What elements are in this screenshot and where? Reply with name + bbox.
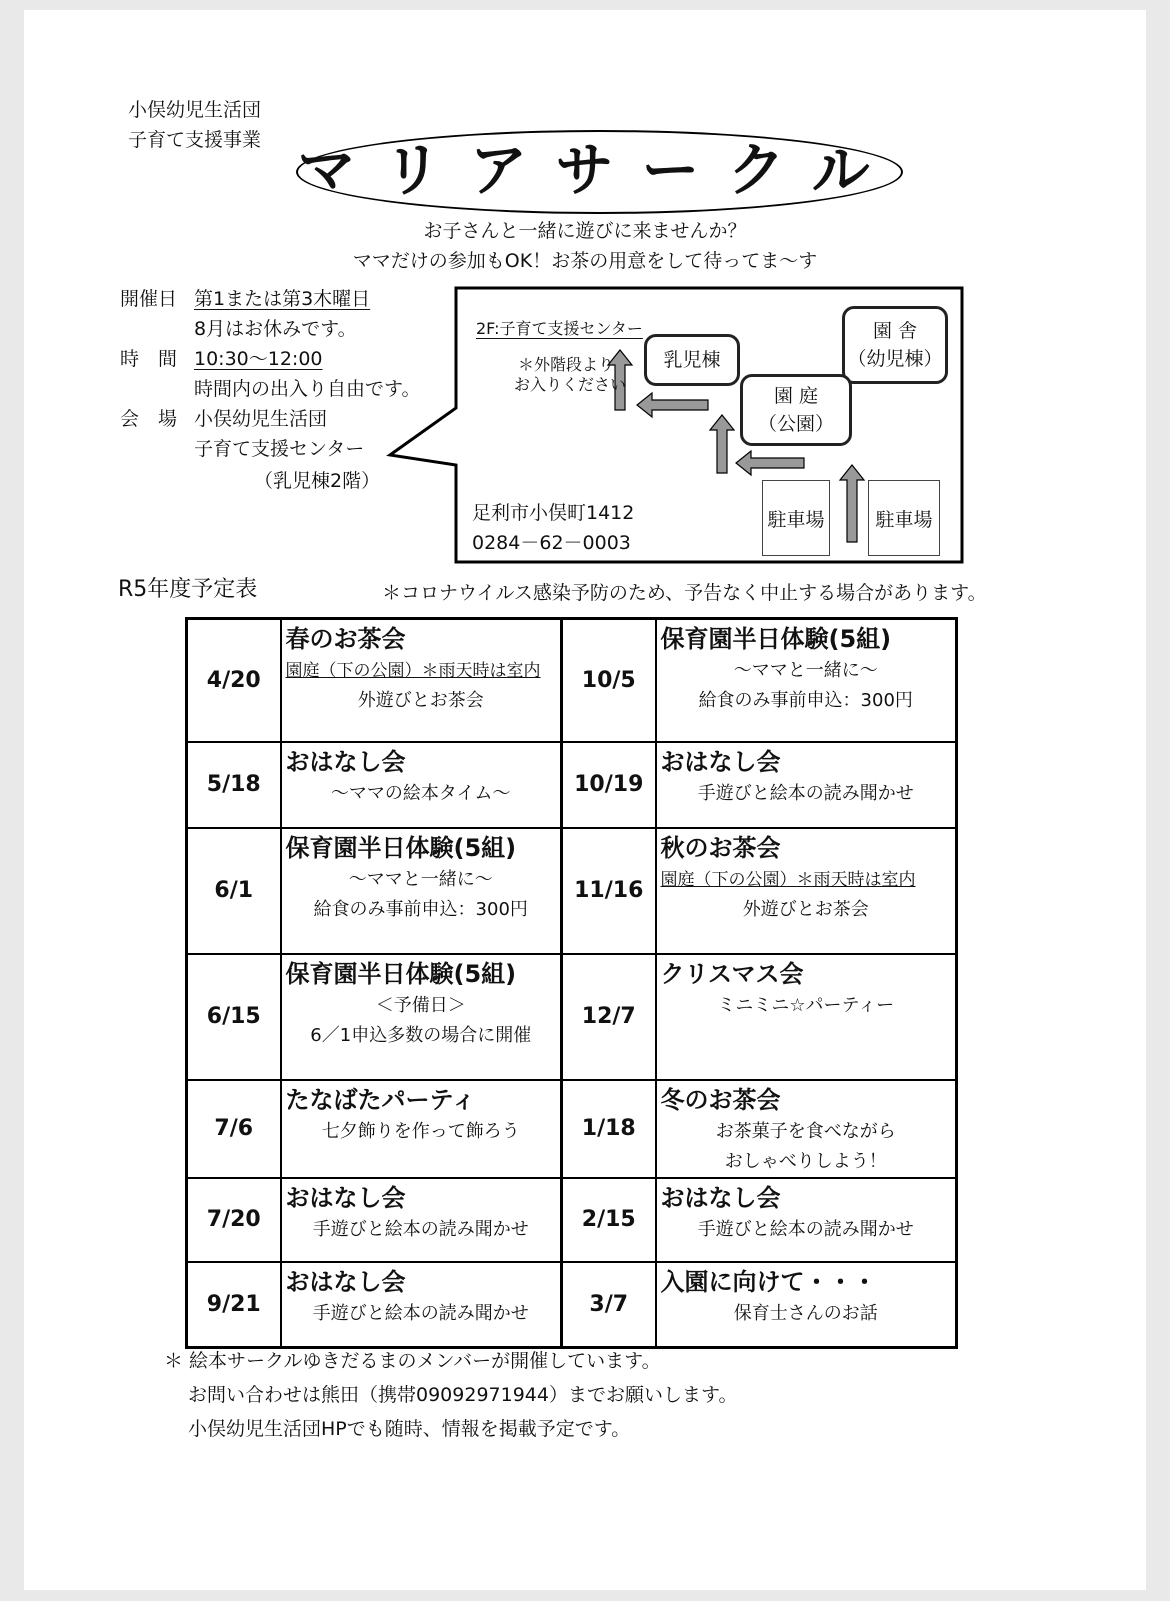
event-title: おはなし会	[660, 1183, 781, 1212]
schedule-row	[187, 1080, 957, 1178]
map-nyuji-building	[644, 334, 740, 386]
map-nyuji-label: 乳児棟	[663, 349, 721, 371]
event-title: 秋のお茶会	[660, 833, 781, 862]
event-date: 5/18	[187, 742, 281, 828]
event-detail: 手遊びと絵本の読み聞かせ	[697, 782, 914, 804]
event-cell	[281, 1080, 562, 1178]
map-floor-label: 2F:子育て支援センター	[476, 319, 643, 338]
event-title: 保育園半日体験(5組)	[285, 833, 517, 862]
time-label: 時 間	[120, 348, 178, 370]
event-cell	[281, 954, 562, 1080]
event-detail: 外遊びとお茶会	[742, 898, 869, 920]
event-detail: 手遊びと絵本の読み聞かせ	[312, 1218, 529, 1240]
venue-line-1: 小俣幼児生活団	[194, 408, 328, 430]
date-label: 開催日	[120, 288, 178, 310]
event-date: 11/16	[562, 828, 656, 954]
map-parking-1	[762, 480, 830, 556]
map-entrance-note-1: ＊外階段より	[518, 355, 615, 374]
event-detail: 手遊びと絵本の読み聞かせ	[697, 1218, 914, 1240]
event-title: クリスマス会	[660, 959, 804, 988]
event-cell	[281, 1178, 562, 1262]
event-detail: 外遊びとお茶会	[357, 690, 484, 711]
event-date: 7/6	[187, 1080, 281, 1178]
event-cell	[656, 954, 957, 1080]
schedule-row	[187, 1262, 957, 1348]
event-date: 12/7	[562, 954, 656, 1080]
event-cell	[656, 1178, 957, 1262]
event-cell	[281, 1262, 562, 1348]
event-title: 入園に向けて・・・	[660, 1267, 877, 1296]
footer-line-2: お問い合わせは熊田（携帯09092971944）までお願いします。	[188, 1384, 738, 1406]
event-detail: 手遊びと絵本の読み聞かせ	[312, 1302, 529, 1324]
schedule-notice: ＊コロナウイルス感染予防のため、予告なく中止する場合があります。	[382, 582, 987, 604]
map-entei-yard	[740, 374, 852, 446]
event-date: 2/15	[562, 1178, 656, 1262]
event-detail: 保育士さんのお話	[733, 1302, 878, 1324]
schedule-row	[187, 828, 957, 954]
time-note: 時間内の出入り自由です。	[194, 378, 421, 400]
schedule-row	[187, 619, 957, 742]
event-date: 7/20	[187, 1178, 281, 1262]
date-value: 第1または第3木曜日	[194, 288, 371, 310]
event-title: おはなし会	[285, 747, 406, 776]
event-date: 3/7	[562, 1262, 656, 1348]
map-parking-2	[868, 480, 940, 556]
event-cell	[281, 828, 562, 954]
event-title: 保育園半日体験(5組)	[285, 959, 517, 988]
map-parking-1-label: 駐車場	[767, 508, 825, 531]
event-title: おはなし会	[285, 1183, 406, 1212]
event-detail: 給食のみ事前申込：300円	[698, 690, 913, 711]
event-title: おはなし会	[660, 747, 781, 776]
event-title: たなばたパーティ	[285, 1085, 476, 1114]
intro-line-1: お子さんと一緒に遊びに来ませんか？	[423, 220, 747, 242]
event-detail: ～ママの絵本タイム～	[330, 782, 511, 804]
event-title: 保育園半日体験(5組)	[660, 625, 892, 653]
event-date: 4/20	[187, 619, 281, 742]
event-cell	[656, 1262, 957, 1348]
venue-label: 会 場	[120, 408, 178, 430]
venue-line-3: （乳児棟2階）	[254, 470, 381, 492]
event-detail: ～ママと一緒に～	[733, 660, 878, 681]
event-cell	[281, 742, 562, 828]
map-entei-label-2: （公園）	[757, 413, 834, 435]
event-detail: 給食のみ事前申込：300円	[313, 898, 528, 920]
event-detail: 6／1申込多数の場合に開催	[310, 1024, 532, 1046]
event-detail: ミニミニ☆パーティー	[717, 994, 895, 1016]
event-date: 6/15	[187, 954, 281, 1080]
event-detail: ～ママと一緒に～	[348, 868, 493, 890]
map-entrance-note-2: お入りください	[514, 375, 627, 394]
footer-line-1: ＊ 絵本サークルゆきだるまのメンバーが開催しています。	[164, 1350, 661, 1372]
event-detail: お茶菓子を食べながら	[715, 1120, 896, 1142]
map-ensha-label-1: 園 舎	[872, 320, 918, 342]
event-detail: 園庭（下の公園）＊雨天時は室内	[660, 869, 916, 890]
org-program: 子育て支援事業	[128, 129, 262, 151]
event-cell	[656, 742, 957, 828]
schedule-row	[187, 742, 957, 828]
date-note: 8月はお休みです。	[194, 318, 357, 340]
event-cell	[656, 828, 957, 954]
map-entei-label-1: 園 庭	[773, 385, 819, 407]
venue-line-2: 子育て支援センター	[194, 438, 365, 460]
event-detail: 七夕飾りを作って飾ろう	[321, 1120, 520, 1142]
event-date: 1/18	[562, 1080, 656, 1178]
event-date: 10/19	[562, 742, 656, 828]
event-date: 10/5	[562, 619, 656, 742]
schedule-row	[187, 1178, 957, 1262]
map-phone: 0284－62－0003	[472, 532, 631, 554]
event-title: 春のお茶会	[285, 625, 406, 653]
schedule-table	[185, 617, 958, 1349]
event-title: 冬のお茶会	[660, 1085, 781, 1114]
event-title: おはなし会	[285, 1267, 406, 1296]
event-detail: 園庭（下の公園）＊雨天時は室内	[285, 661, 541, 681]
map-address: 足利市小俣町1412	[472, 502, 635, 524]
map-ensha-building	[842, 306, 948, 384]
event-cell	[656, 619, 957, 742]
schedule-row	[187, 954, 957, 1080]
event-date: 9/21	[187, 1262, 281, 1348]
event-detail: ＜予備日＞	[375, 994, 466, 1016]
event-cell	[656, 1080, 957, 1178]
footer-line-3: 小俣幼児生活団HPでも随時、情報を掲載予定です。	[188, 1418, 631, 1440]
org-name: 小俣幼児生活団	[128, 99, 262, 121]
schedule-title: R5年度予定表	[118, 577, 258, 602]
event-date: 6/1	[187, 828, 281, 954]
map-parking-2-label: 駐車場	[875, 508, 933, 531]
event-cell	[281, 619, 562, 742]
time-value: 10:30～12:00	[194, 348, 323, 370]
event-detail: おしゃべりしよう！	[724, 1150, 887, 1172]
intro-line-2: ママだけの参加もOK！お茶の用意をして待ってま～す	[352, 250, 818, 272]
page-title: マリアサークル	[297, 136, 898, 204]
map-ensha-label-2: （幼児棟）	[847, 348, 943, 370]
